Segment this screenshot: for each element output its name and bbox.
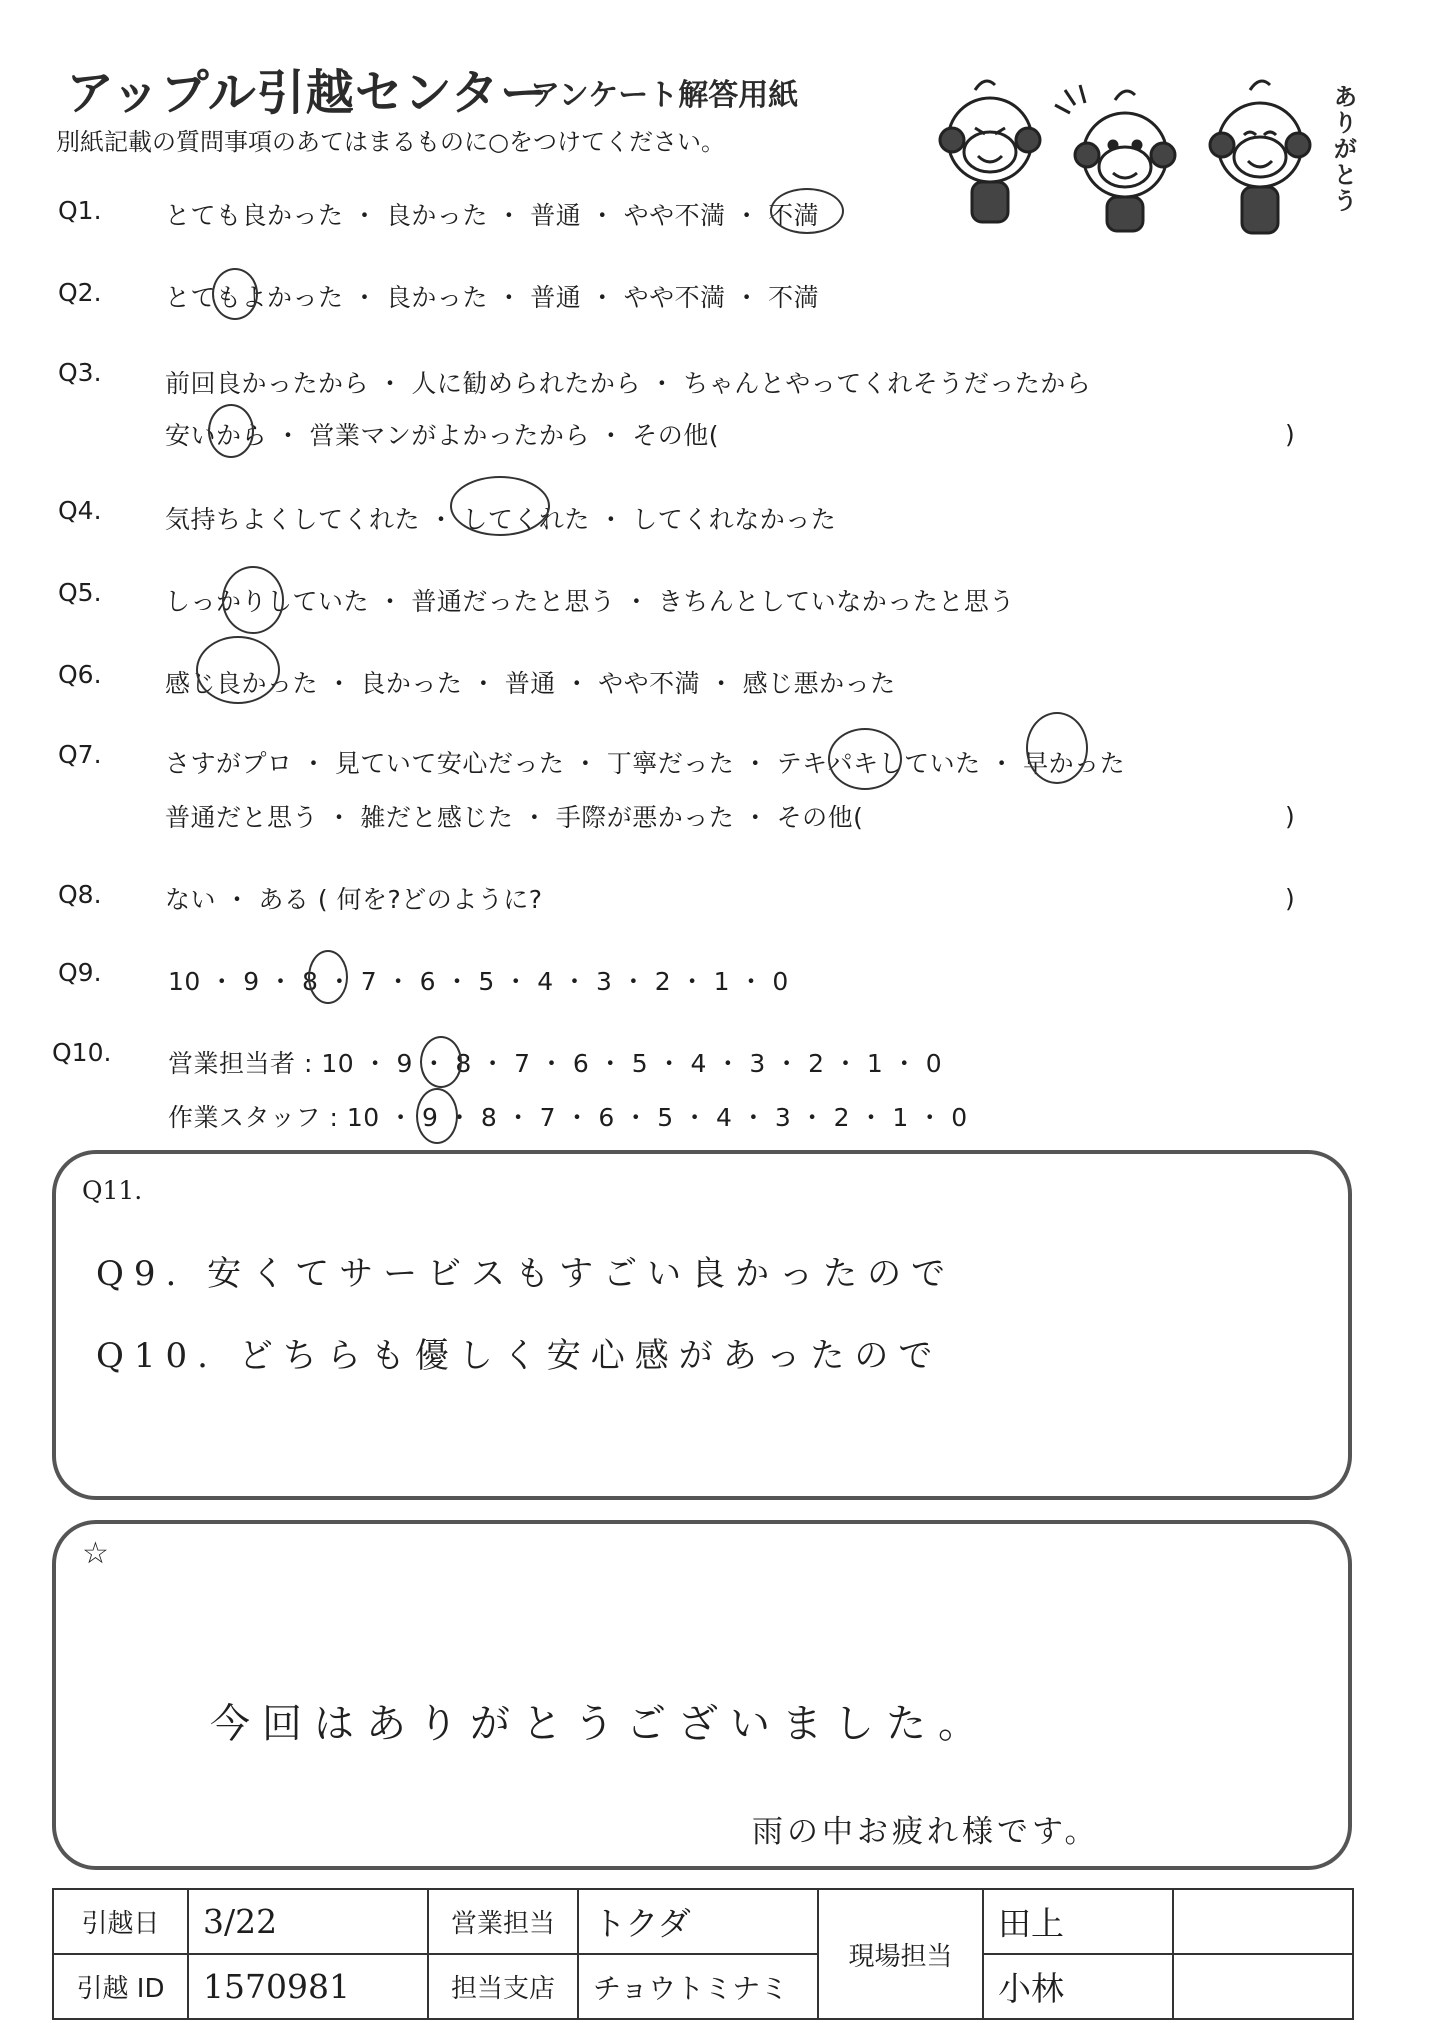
answer-circle-mark bbox=[828, 728, 902, 790]
instruction-text: 別紙記載の質問事項のあてはまるものに○をつけてください。 bbox=[56, 128, 725, 156]
move-id-value: 1570981 bbox=[188, 1954, 428, 2019]
q9-scale: 10 ・ 9 ・ 8 ・ 7 ・ 6 ・ 5 ・ 4 ・ 3 ・ 2 ・ 1 ・ 0 bbox=[168, 967, 789, 996]
q7-close-paren: ) bbox=[1285, 802, 1296, 831]
company-title: アップル引越センター bbox=[66, 65, 549, 121]
q7-options-line1: さすがプロ ・ 見ていて安心だった ・ 丁寧だった ・ テキパキしていた ・ 早かった bbox=[165, 749, 1126, 778]
move-date-value: 3/22 bbox=[188, 1889, 428, 1954]
q11-answer-line1: Q9. 安くてサービスもすごい良かったので bbox=[96, 1254, 956, 1294]
form-subtitle: アンケート解答用紙 bbox=[530, 78, 799, 113]
q7-options-line2: 普通だと思う ・ 雑だと感じた ・ 手際が悪かった ・ その他( bbox=[165, 803, 864, 832]
site-rep-value-1: 田上 bbox=[983, 1889, 1173, 1954]
answer-circle-mark bbox=[416, 1088, 458, 1144]
footer-info-table bbox=[52, 1888, 1354, 2020]
q1-label: Q1. bbox=[58, 196, 102, 225]
q3-close-paren: ) bbox=[1285, 420, 1296, 449]
answer-circle-mark bbox=[1026, 712, 1088, 784]
empty-cell bbox=[1173, 1889, 1353, 1954]
monkey-mascots-icon bbox=[900, 70, 1340, 250]
q3-options-line1: 前回良かったから ・ 人に勧められたから ・ ちゃんとやってくれそうだったから bbox=[165, 369, 1092, 398]
move-id-label: 引越 ID bbox=[53, 1954, 188, 2019]
q6-options: 感じ良かった ・ 良かった ・ 普通 ・ やや不満 ・ 感じ悪かった bbox=[165, 669, 896, 698]
q11-answer-line2: Q10. どちらも優しく安心感があったので bbox=[96, 1336, 943, 1376]
q8-label: Q8. bbox=[58, 880, 102, 909]
mascot-thanks-text: ありがとう bbox=[1329, 84, 1357, 214]
branch-value: チョウトミナミ bbox=[578, 1954, 818, 2019]
q11-label: Q11. bbox=[82, 1176, 143, 1205]
q7-label: Q7. bbox=[58, 740, 102, 769]
sales-rep-value: トクダ bbox=[578, 1889, 818, 1954]
move-date-label: 引越日 bbox=[53, 1889, 188, 1954]
answer-circle-mark bbox=[222, 566, 284, 634]
q10-label: Q10. bbox=[52, 1038, 112, 1067]
answer-circle-mark bbox=[308, 950, 348, 1004]
q8-close-paren: ) bbox=[1285, 884, 1296, 913]
q4-options: 気持ちよくしてくれた ・ してくれた ・ してくれなかった bbox=[165, 505, 837, 534]
comment-main-text: 今回はありがとうございました。 bbox=[210, 1701, 990, 1747]
q8-options: ない ・ ある ( 何を?どのように? bbox=[165, 885, 543, 914]
answer-circle-mark bbox=[450, 476, 550, 536]
site-rep-label: 現場担当 bbox=[818, 1889, 983, 2019]
answer-circle-mark bbox=[196, 636, 280, 704]
star-icon: ☆ bbox=[82, 1536, 109, 1571]
answer-circle-mark bbox=[212, 268, 258, 320]
q4-label: Q4. bbox=[58, 496, 102, 525]
answer-circle-mark bbox=[420, 1036, 462, 1088]
q2-label: Q2. bbox=[58, 278, 102, 307]
q10-staff-scale: 作業スタッフ : 10 ・ 9 ・ 8 ・ 7 ・ 6 ・ 5 ・ 4 ・ 3 ・ 2 ・ 1 ・ 0 bbox=[168, 1103, 968, 1132]
empty-cell bbox=[1173, 1954, 1353, 2019]
q1-options: とても良かった ・ 良かった ・ 普通 ・ やや不満 ・ 不満 bbox=[165, 201, 820, 230]
comment-note-text: 雨の中お疲れ様です。 bbox=[752, 1814, 1100, 1850]
answer-circle-mark bbox=[208, 404, 254, 458]
answer-circle-mark bbox=[770, 188, 844, 234]
q3-label: Q3. bbox=[58, 358, 102, 387]
q11-comment-box bbox=[52, 1150, 1352, 1500]
branch-label: 担当支店 bbox=[428, 1954, 578, 2019]
q3-options-line2: 安いから ・ 営業マンがよかったから ・ その他( bbox=[165, 421, 720, 450]
q10-sales-scale: 営業担当者 : 10 ・ 9 ・ 8 ・ 7 ・ 6 ・ 5 ・ 4 ・ 3 ・ 2 ・ 1 ・ 0 bbox=[168, 1049, 943, 1078]
q5-label: Q5. bbox=[58, 578, 102, 607]
q2-options: とてもよかった ・ 良かった ・ 普通 ・ やや不満 ・ 不満 bbox=[165, 283, 820, 312]
q5-options: しっかりしていた ・ 普通だったと思う ・ きちんとしていなかったと思う bbox=[165, 587, 1015, 616]
q6-label: Q6. bbox=[58, 660, 102, 689]
site-rep-value-2: 小林 bbox=[983, 1954, 1173, 2019]
q9-label: Q9. bbox=[58, 958, 102, 987]
sales-rep-label: 営業担当 bbox=[428, 1889, 578, 1954]
